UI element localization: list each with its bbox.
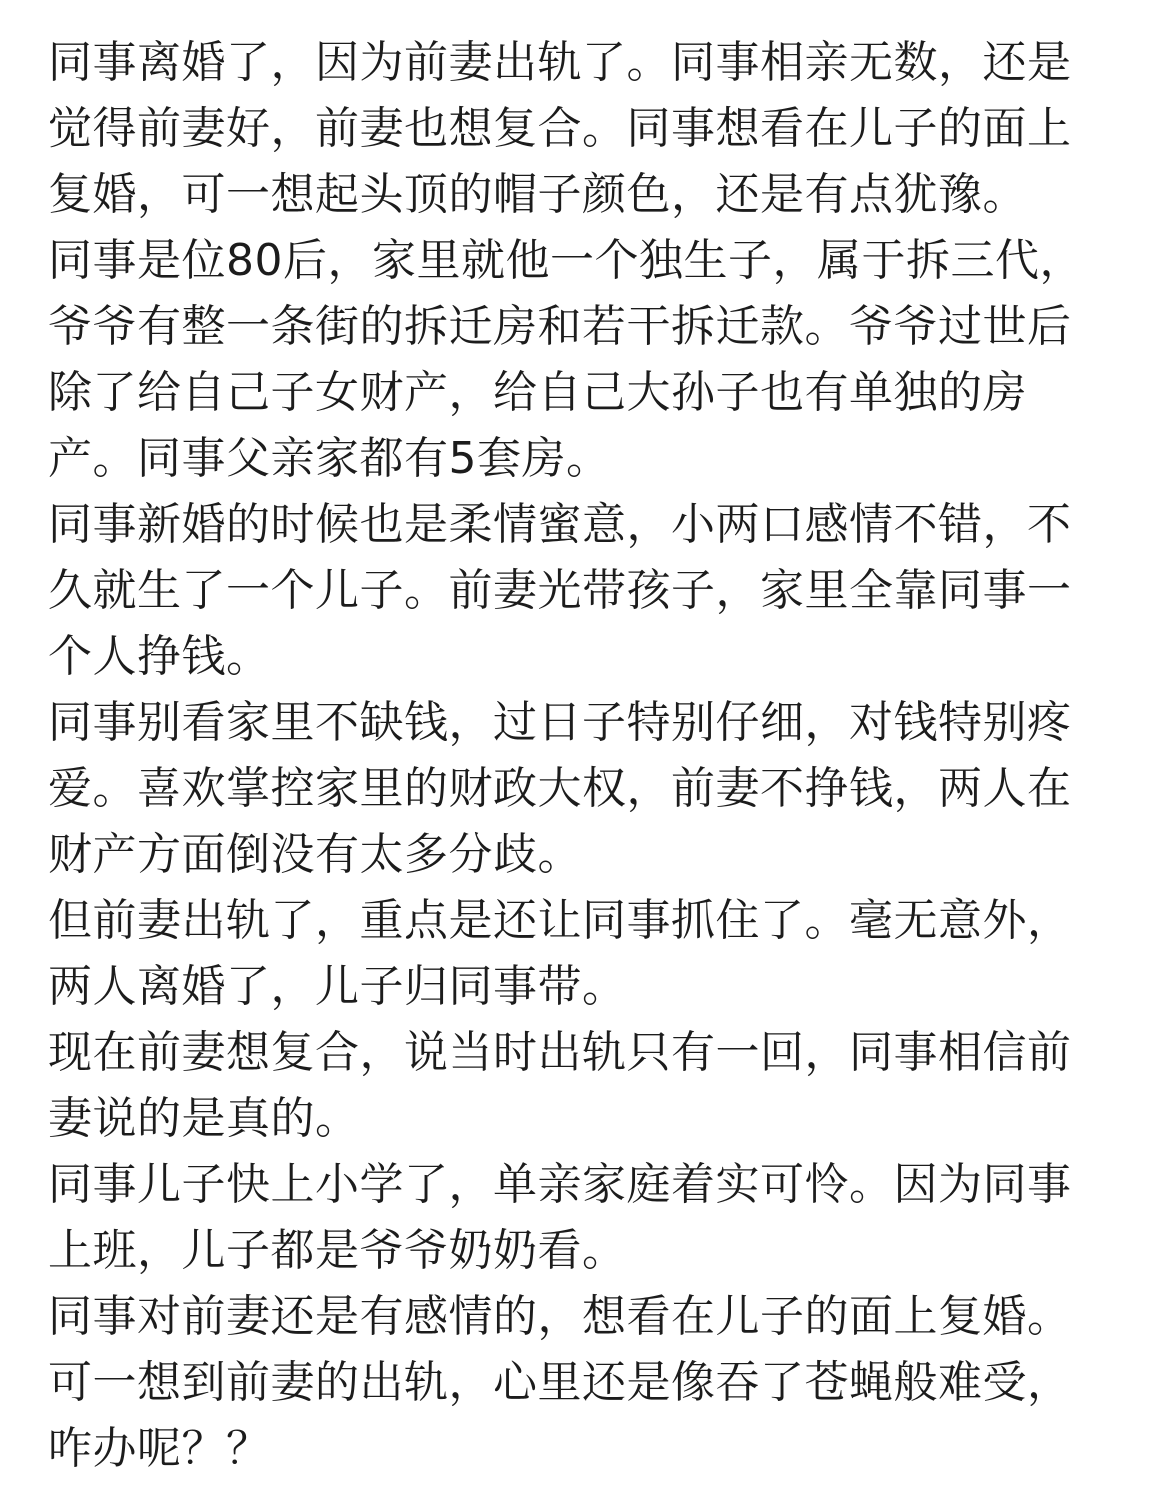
text-line: 复婚，可一想起头顶的帽子颜色，还是有点犹豫。	[48, 169, 1027, 220]
text-line: 个人挣钱。	[48, 631, 271, 682]
text-line: 但前妻出轨了，重点是还让同事抓住了。毫无意外，	[48, 895, 1072, 946]
text-line: 现在前妻想复合，说当时出轨只有一回，同事相信前	[48, 1027, 1072, 1078]
text-line: 爷爷有整一条街的拆迁房和若干拆迁款。爷爷过世后	[48, 301, 1072, 352]
text-line: 财产方面倒没有太多分歧。	[48, 829, 582, 880]
text-line: 同事新婚的时候也是柔情蜜意，小两口感情不错，不	[48, 499, 1072, 550]
text-line: 产。同事父亲家都有5套房。	[48, 433, 611, 484]
text-line: 久就生了一个儿子。前妻光带孩子，家里全靠同事一	[48, 565, 1072, 616]
text-line: 爱。喜欢掌控家里的财政大权，前妻不挣钱，两人在	[48, 763, 1072, 814]
text-line: 同事离婚了，因为前妻出轨了。同事相亲无数，还是	[48, 37, 1072, 88]
text-line: 两人离婚了，儿子归同事带。	[48, 961, 627, 1012]
text-line: 同事别看家里不缺钱，过日子特别仔细，对钱特别疼	[48, 697, 1072, 748]
text-line: 觉得前妻好，前妻也想复合。同事想看在儿子的面上	[48, 103, 1072, 154]
text-line: 妻说的是真的。	[48, 1093, 360, 1144]
text-line: 除了给自己子女财产，给自己大孙子也有单独的房	[48, 367, 1027, 418]
text-line: 同事是位80后，家里就他一个独生子，属于拆三代，	[48, 235, 1084, 286]
text-line: 同事对前妻还是有感情的，想看在儿子的面上复婚。	[48, 1291, 1072, 1342]
text-line: 上班，儿子都是爷爷奶奶看。	[48, 1225, 627, 1276]
text-line: 同事儿子快上小学了，单亲家庭着实可怜。因为同事	[48, 1159, 1072, 1210]
text-line: 咋办呢？？	[48, 1423, 271, 1474]
article-body	[48, 30, 1118, 1482]
text-line: 可一想到前妻的出轨，心里还是像吞了苍蝇般难受，	[48, 1357, 1072, 1408]
